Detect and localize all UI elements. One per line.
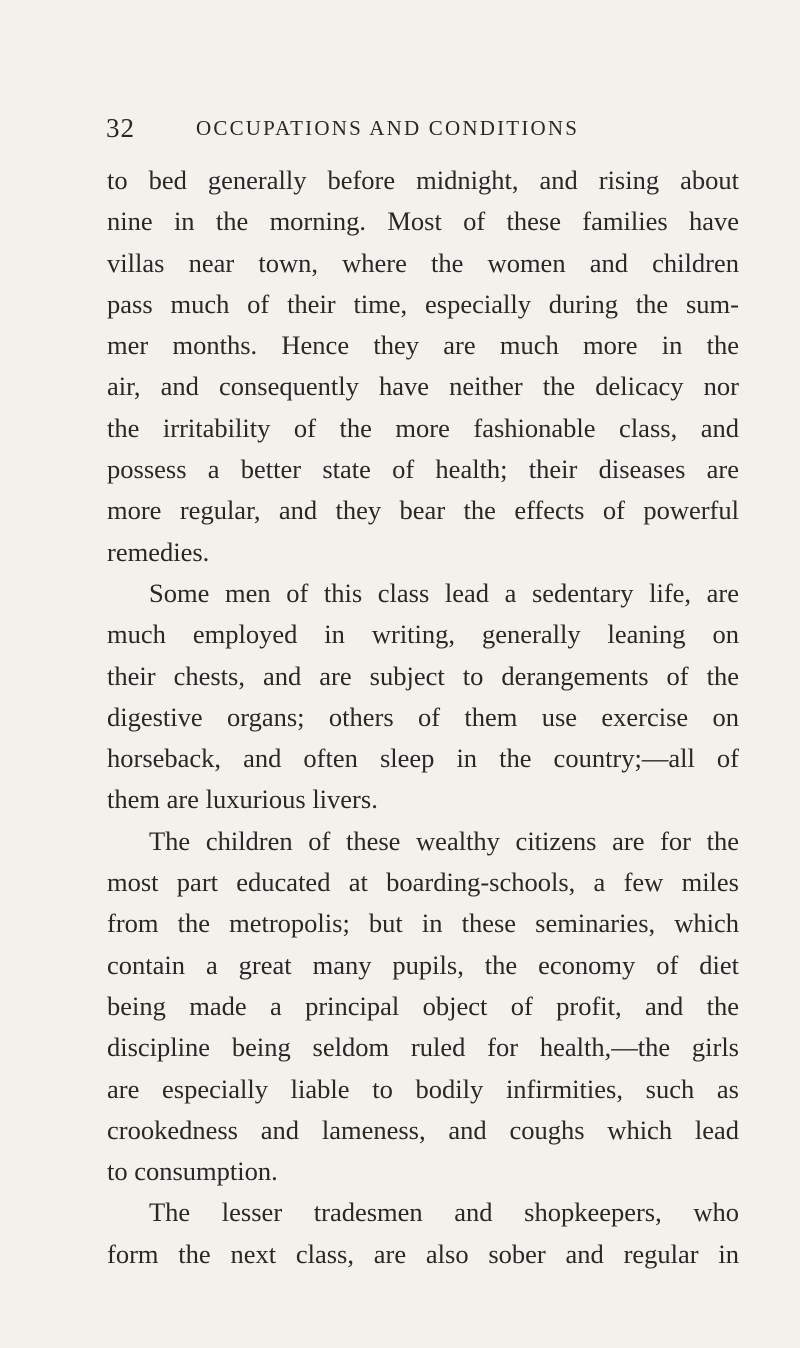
text-line: Some men of this class lead a sedentary life, are bbox=[149, 577, 739, 608]
running-head bbox=[106, 110, 726, 146]
body-text bbox=[107, 160, 739, 1275]
text-line: digestive organs; others of them use exercise on bbox=[107, 701, 739, 732]
text-line: horseback, and often sleep in the country;—all of bbox=[107, 743, 739, 774]
text-line: crookedness and lameness, and coughs which lead bbox=[107, 1114, 739, 1145]
text-line: much employed in writing, generally leaning on bbox=[107, 619, 739, 650]
text-line: The children of these wealthy citizens are for the bbox=[149, 825, 739, 856]
text-line: villas near town, where the women and children bbox=[107, 247, 739, 278]
text-line: more regular, and they bear the effects of powerful bbox=[107, 495, 739, 526]
text-line: to consumption. bbox=[107, 1156, 278, 1187]
text-line: mer months. Hence they are much more in the bbox=[107, 330, 739, 361]
text-line: to bed generally before midnight, and rising about bbox=[107, 165, 739, 195]
text-line: them are luxurious livers. bbox=[107, 784, 378, 815]
page-number: 32 bbox=[106, 113, 135, 143]
text-line: remedies. bbox=[107, 536, 210, 567]
text-line: the irritability of the more fashionable class, and bbox=[107, 412, 739, 443]
running-title: OCCUPATIONS AND CONDITIONS bbox=[196, 116, 580, 140]
text-line: being made a principal object of profit, and the bbox=[107, 990, 739, 1021]
text-line: discipline being seldom ruled for health,—the girls bbox=[107, 1032, 739, 1063]
text-line: are especially liable to bodily infirmities, such as bbox=[107, 1073, 739, 1104]
text-line: The lesser tradesmen and shopkeepers, who bbox=[149, 1197, 739, 1228]
text-line: air, and consequently have neither the delicacy nor bbox=[107, 371, 739, 402]
text-line: pass much of their time, especially during the sum- bbox=[107, 288, 739, 319]
text-line: from the metropolis; but in these seminaries, which bbox=[107, 908, 739, 939]
text-line: most part educated at boarding-schools, a few miles bbox=[107, 867, 739, 898]
text-line: nine in the morning. Most of these families have bbox=[107, 206, 739, 237]
text-line: possess a better state of health; their diseases are bbox=[107, 454, 739, 485]
text-line: contain a great many pupils, the economy of diet bbox=[107, 949, 739, 980]
text-line: their chests, and are subject to derangements of the bbox=[107, 660, 739, 691]
text-line: form the next class, are also sober and regular in bbox=[107, 1238, 739, 1269]
